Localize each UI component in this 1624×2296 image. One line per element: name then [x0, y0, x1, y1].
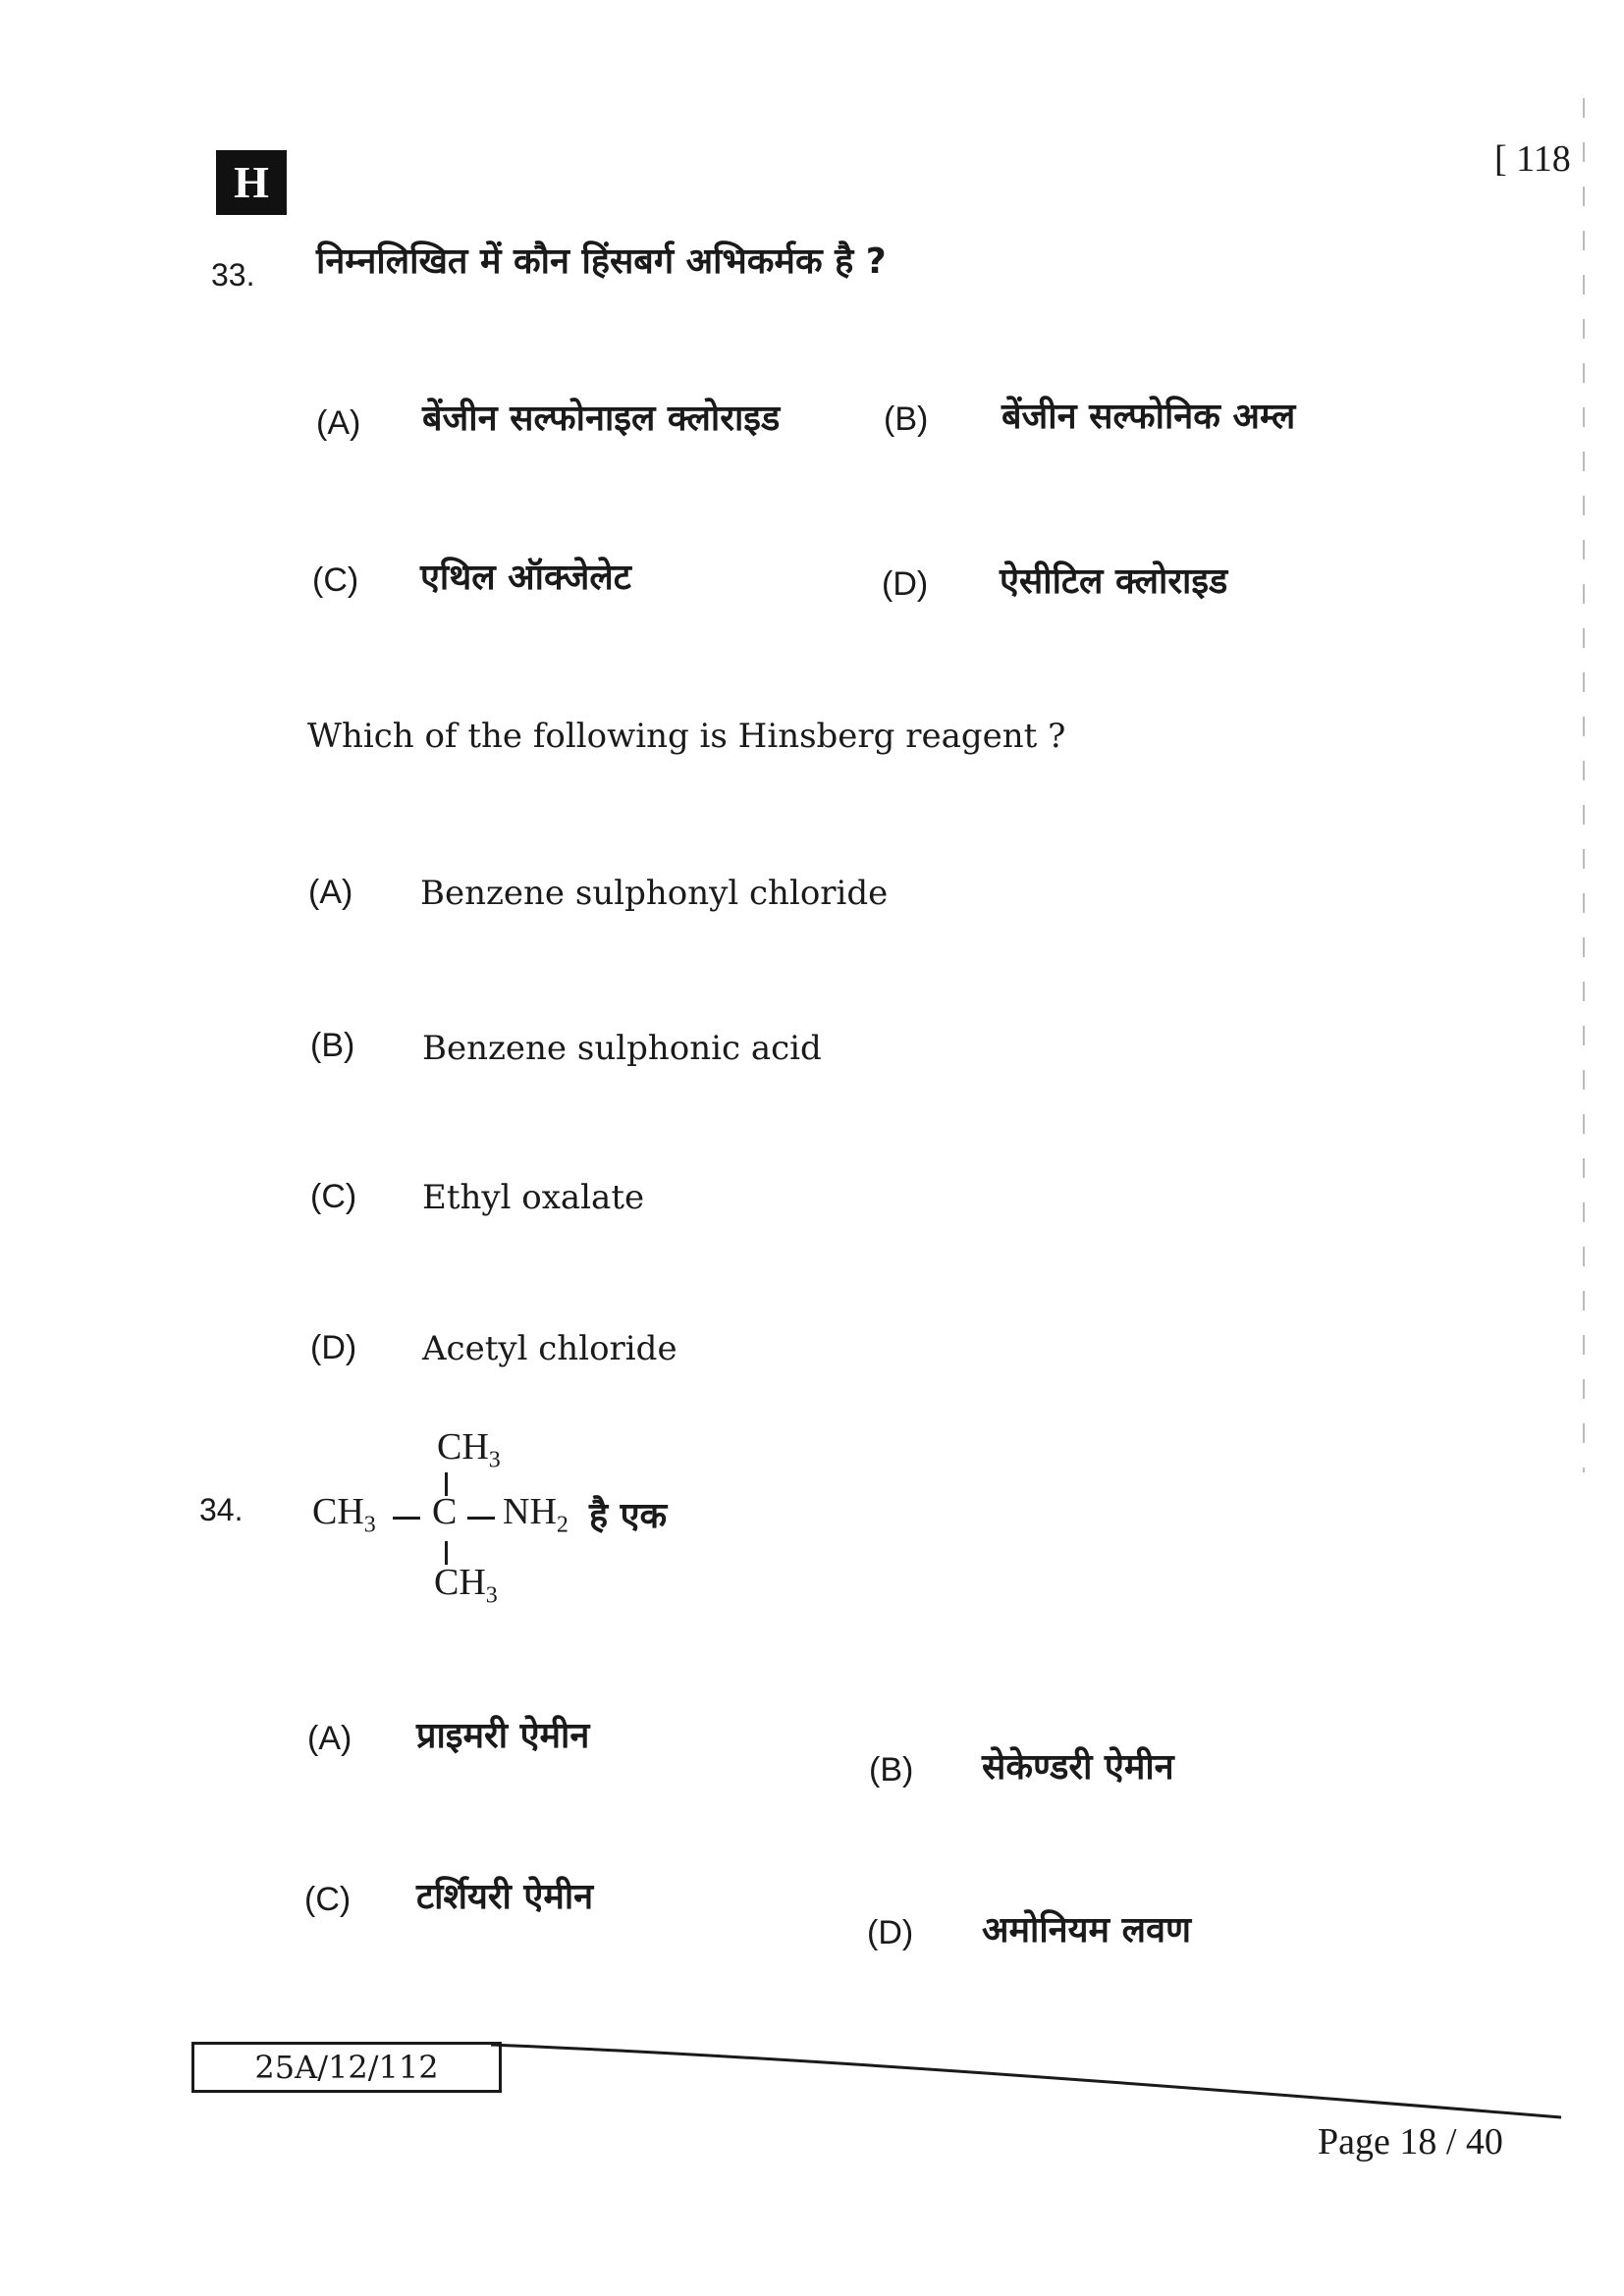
subscript: 3 — [485, 1582, 498, 1609]
formula-top: CH — [437, 1426, 489, 1468]
option-text: प्राइमरी ऐमीन — [416, 1716, 590, 1756]
page-mark: [ 118 — [1494, 138, 1571, 180]
option-label: (C) — [312, 561, 359, 599]
bond-line — [393, 1517, 420, 1520]
option-text: सेकेण्डरी ऐमीन — [982, 1747, 1174, 1788]
formula-right: NH — [503, 1491, 557, 1532]
option-label: (D) — [882, 565, 929, 603]
option-text: टर्शियरी ऐमीन — [416, 1877, 594, 1917]
set-label-badge: H — [216, 150, 287, 215]
option-label: (A) — [307, 1720, 352, 1757]
formula-left: CH — [312, 1491, 364, 1532]
option-text: Acetyl chloride — [422, 1329, 677, 1368]
question-text-hindi: निम्नलिखित में कौन हिंसबर्ग अभिकर्मक है ? — [316, 241, 887, 282]
option-label: (D) — [867, 1914, 914, 1951]
question-text-hindi: है एक — [589, 1496, 668, 1536]
option-label: (A) — [316, 404, 361, 442]
option-label: (B) — [884, 400, 929, 438]
formula-center: C — [432, 1491, 458, 1532]
option-label: (A) — [308, 874, 353, 911]
subscript: 3 — [488, 1447, 501, 1473]
option-label: (B) — [869, 1751, 914, 1789]
subscript: 2 — [556, 1512, 568, 1538]
option-text: ऐसीटिल क्लोराइड — [1000, 561, 1228, 602]
option-text: Benzene sulphonic acid — [422, 1029, 822, 1068]
option-label: (C) — [304, 1881, 352, 1918]
subscript: 3 — [363, 1512, 376, 1538]
option-text: बेंजीन सल्फोनिक अम्ल — [1001, 397, 1296, 437]
question-number: 34. — [199, 1492, 244, 1527]
option-text: Benzene sulphonyl chloride — [420, 874, 889, 913]
formula-bottom: CH — [434, 1562, 486, 1603]
option-text: बेंजीन सल्फोनाइल क्लोराइड — [422, 399, 781, 439]
option-text: एथिल ऑक्जेलेट — [420, 558, 631, 598]
paper-code: 25A/12/112 — [191, 2042, 502, 2093]
page-number: Page 18 / 40 — [1318, 2121, 1503, 2163]
option-text: अमोनियम लवण — [982, 1910, 1192, 1950]
option-label: (B) — [310, 1027, 355, 1064]
scan-edge — [1583, 98, 1585, 1472]
option-label: (D) — [310, 1329, 357, 1366]
bond-line — [467, 1517, 495, 1520]
option-text: Ethyl oxalate — [422, 1178, 645, 1217]
question-text-english: Which of the following is Hinsberg reagent ? — [307, 717, 1066, 756]
footer-rule — [491, 2037, 1571, 2125]
question-number: 33. — [211, 257, 255, 293]
option-label: (C) — [310, 1178, 357, 1215]
